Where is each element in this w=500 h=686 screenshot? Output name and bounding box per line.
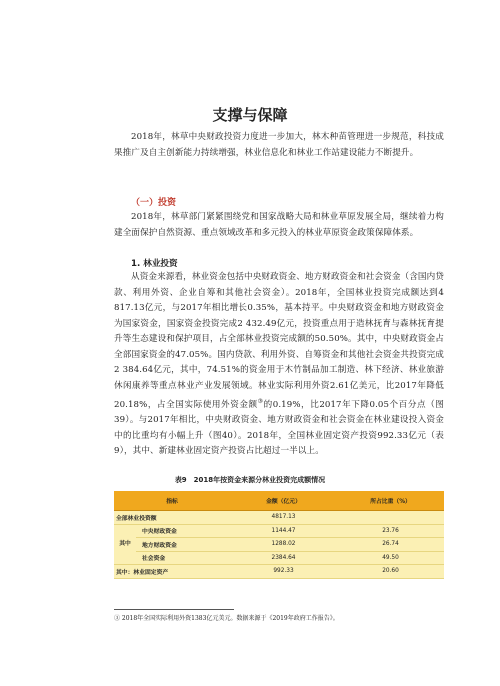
page-title: 支撑与保障 bbox=[212, 106, 288, 124]
row-amount: 1144.47 bbox=[230, 524, 337, 538]
intro-paragraph: 2018年，林草中央财政投资力度进一步加大，林木种苗管理进一步规范，科技成果推广及自主创新能力持续增强，林业信息化和林业工作站建设能力不断提升。 bbox=[114, 132, 444, 158]
row-amount: 2384.64 bbox=[230, 551, 337, 565]
forestry-investment-text-a: 从资金来源看，林业资金包括中央财政资金、地方财政资金和社会资金（含国内贷款、利用外资、企业自筹和其他社会资金）。2018年，全国林业投资完成额达到4 817.13亿元，与2017年相比增长0.35%，基本持平。中央财政资金和地方财政资金为国家资金，国家资金投资完成2 432.49亿元，投资重点用于造林抚育与森林抚育提升等生态建设和保护项目，占全部林业投资完成额的50.50%。其中，中央财政资金占全部国家资金的47.05%。国内贷款、利用外资、自筹资金和其他社会资金共投资完成2 384.64亿元，其中，74.51%的资金用于木竹制品加工制造、林下经济、林业旅游休闲康养等重点林业产业发展领域。林业实际利用外资2.61亿美元，比2017年降低20.18%，占全国实际使用外资金额 bbox=[114, 272, 444, 410]
table-row bbox=[114, 511, 444, 525]
row-indicator: 全部林业投资额 bbox=[114, 511, 230, 525]
row-indicator: 社会资金 bbox=[136, 551, 230, 565]
row-share: 20.60 bbox=[337, 565, 444, 579]
row-indicator: 其中：林业固定资产 bbox=[114, 565, 230, 579]
header-indicator: 指标 bbox=[114, 491, 230, 511]
row-share: 26.74 bbox=[337, 538, 444, 552]
table-row bbox=[114, 538, 444, 552]
footnote-reference: ③ bbox=[257, 398, 264, 405]
footnote-divider bbox=[114, 609, 234, 610]
investment-table bbox=[114, 491, 444, 579]
table-row bbox=[114, 551, 444, 565]
row-amount: 992.33 bbox=[230, 565, 337, 579]
footnote: ③ 2018年全国实际利用外资1383亿元美元。数据来源于《2019年政府工作报告》。 bbox=[114, 615, 339, 622]
table-row bbox=[114, 524, 444, 538]
row-group-label: 其中 bbox=[114, 524, 136, 565]
table-title: 表9 2018年按资金来源分林业投资完成额情况 bbox=[174, 476, 326, 484]
forestry-investment-text-b: 的0.19%，比2017年下降0.05个百分点（图39）。与2017年相比，中央财政资金、地方财政资金和社会资金在林业建设投入资金中的比重均有小幅上升（图40）。2018年，全国林业固定资产投资992.33亿元（表9），其中、新建林业固定资产投资占比超过一半以上。 bbox=[114, 399, 444, 457]
row-indicator: 地方财政资金 bbox=[136, 538, 230, 552]
row-share: 23.76 bbox=[337, 524, 444, 538]
subsection-heading-forestry-investment: 1. 林业投资 bbox=[131, 259, 178, 269]
row-share bbox=[337, 511, 444, 525]
row-amount: 1288.02 bbox=[230, 538, 337, 552]
forestry-investment-paragraph bbox=[114, 270, 444, 460]
header-share: 所占比重（%） bbox=[337, 491, 444, 511]
row-share: 49.50 bbox=[337, 551, 444, 565]
table-row bbox=[114, 565, 444, 579]
row-amount: 4817.13 bbox=[230, 511, 337, 525]
header-amount: 金额（亿元） bbox=[230, 491, 337, 511]
row-indicator: 中央财政资金 bbox=[136, 524, 230, 538]
investment-paragraph: 2018年，林草部门紧紧围绕党和国家战略大局和林业草原发展全局，继续着力构建全面保护自然资源、重点领域改革和多元投入的林业草原资金政策保障体系。 bbox=[114, 212, 444, 238]
section-heading-investment: （一）投资 bbox=[131, 198, 177, 208]
table-header-row bbox=[114, 491, 444, 511]
